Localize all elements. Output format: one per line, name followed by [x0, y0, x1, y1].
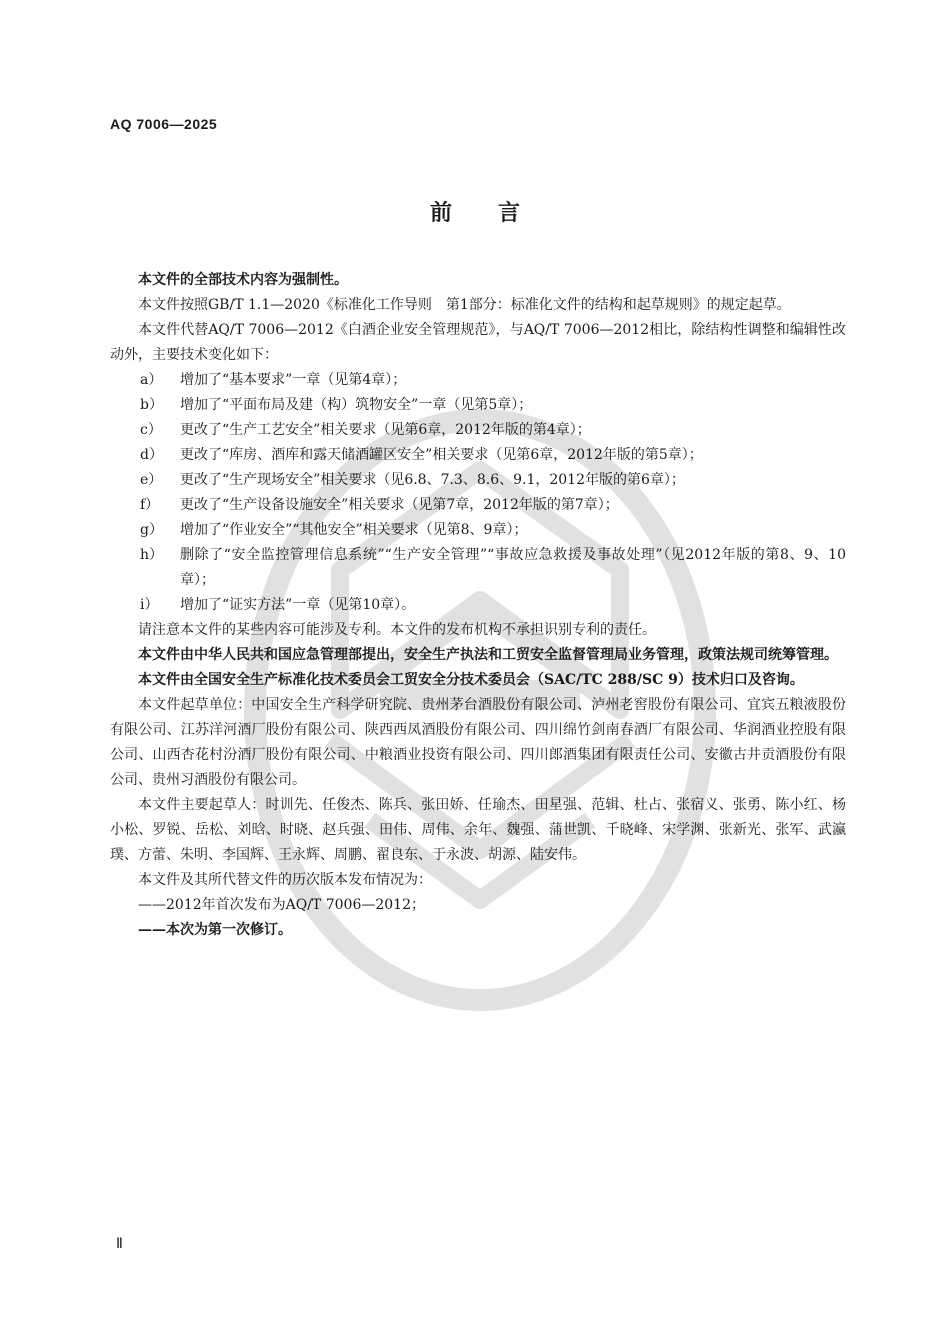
list-label: h） [140, 547, 164, 563]
paragraph-drafting-units: 本文件起草单位：中国安全生产科学研究院、贵州茅台酒股份有限公司、泸州老窖股份有限公司、宜宾五粮液股份有限公司、江苏洋河酒厂股份有限公司、陕西西凤酒股份有限公司、四川绵竹剑南春酒厂有限公司、华润酒业控股有限公司、山西杏花村汾酒厂股份有限公司、中粮酒业投资有限公司、四川郎酒集团有限责任公司、安徽古井贡酒股份有限公司、贵州习酒股份有限公司。 [110, 697, 846, 788]
list-label: f） [140, 497, 160, 513]
list-text: 更改了“生产工艺安全”相关要求（见第6章，2012年版的第4章）； [180, 422, 591, 438]
document-body [110, 268, 846, 943]
list-label: c） [140, 422, 162, 438]
paragraph-history: 本文件及其所代替文件的历次版本发布情况为： [138, 872, 432, 888]
list-item [110, 393, 846, 418]
list-text: 增加了“基本要求”一章（见第4章）； [180, 372, 407, 388]
list-label: d） [140, 447, 163, 463]
paragraph-patent: 请注意本文件的某些内容可能涉及专利。本文件的发布机构不承担识别专利的责任。 [138, 622, 656, 638]
list-text: 更改了“生产现场安全”相关要求（见6.8、7.3、8.6、9.1，2012年版的第6章）； [180, 472, 685, 488]
list-text: 更改了“生产设备设施安全”相关要求（见第7章，2012年版的第7章）； [180, 497, 619, 513]
list-text: 增加了“平面布局及建（构）筑物安全”一章（见第5章）； [180, 397, 533, 413]
list-text: 更改了“库房、酒库和露天储酒罐区安全”相关要求（见第6章，2012年版的第5章）； [180, 447, 703, 463]
list-text: 增加了“作业安全”“其他安全”相关要求（见第8、9章）； [180, 522, 528, 538]
list-label: a） [140, 372, 163, 388]
list-item [110, 443, 846, 468]
list-item [110, 418, 846, 443]
list-label: g） [140, 522, 163, 538]
list-text: 增加了“证实方法”一章（见第10章）。 [180, 597, 416, 613]
list-item [110, 593, 846, 618]
paragraph-technical-committee: 本文件由全国安全生产标准化技术委员会工贸安全分技术委员会（SAC/TC 288/SC 9）技术归口及咨询。 [138, 672, 804, 688]
paragraph-proposer: 本文件由中华人民共和国应急管理部提出，安全生产执法和工贸安全监督管理局业务管理，政策法规司统筹管理。 [138, 647, 838, 663]
list-label: i） [140, 597, 159, 613]
list-item [110, 493, 846, 518]
list-item [110, 468, 846, 493]
list-item [110, 368, 846, 393]
standard-code: AQ 7006—2025 [110, 116, 218, 132]
paragraph-drafters: 本文件主要起草人：时训先、任俊杰、陈兵、张田娇、任瑜杰、田星强、范辑、杜占、张宿义、张勇、陈小红、杨小松、罗锐、岳松、刘晗、时晓、赵兵强、田伟、周伟、余年、魏强、蒲世凯、千晓峰、宋学渊、张新光、张军、武瀛璞、方蕾、朱明、李国辉、王永辉、周鹏、翟良东、于永波、胡源、陆安伟。 [110, 797, 846, 863]
paragraph-replacement: 本文件代替AQ/T 7006—2012《白酒企业安全管理规范》，与AQ/T 7006—2012相比，除结构性调整和编辑性改动外，主要技术变化如下： [110, 322, 846, 363]
list-label: e） [140, 472, 163, 488]
list-text: 删除了“安全监控管理信息系统”“生产安全管理”“事故应急救援及事故处理”（见2012年版的第8、9、10章）； [180, 547, 846, 588]
paragraph-mandatory: 本文件的全部技术内容为强制性。 [138, 272, 348, 288]
page-number: Ⅱ [116, 1236, 123, 1252]
paragraph-drafting: 本文件按照GB/T 1.1—2020《标准化工作导则 第1部分：标准化文件的结构和起草规则》的规定起草。 [138, 297, 791, 313]
list-item [110, 518, 846, 543]
list-item [110, 543, 846, 593]
list-label: b） [140, 397, 163, 413]
paragraph-history-2012: ——2012年首次发布为AQ/T 7006—2012； [138, 897, 425, 913]
paragraph-history-revision: ——本次为第一次修订。 [138, 922, 292, 938]
page-title: 前言 [429, 201, 566, 226]
